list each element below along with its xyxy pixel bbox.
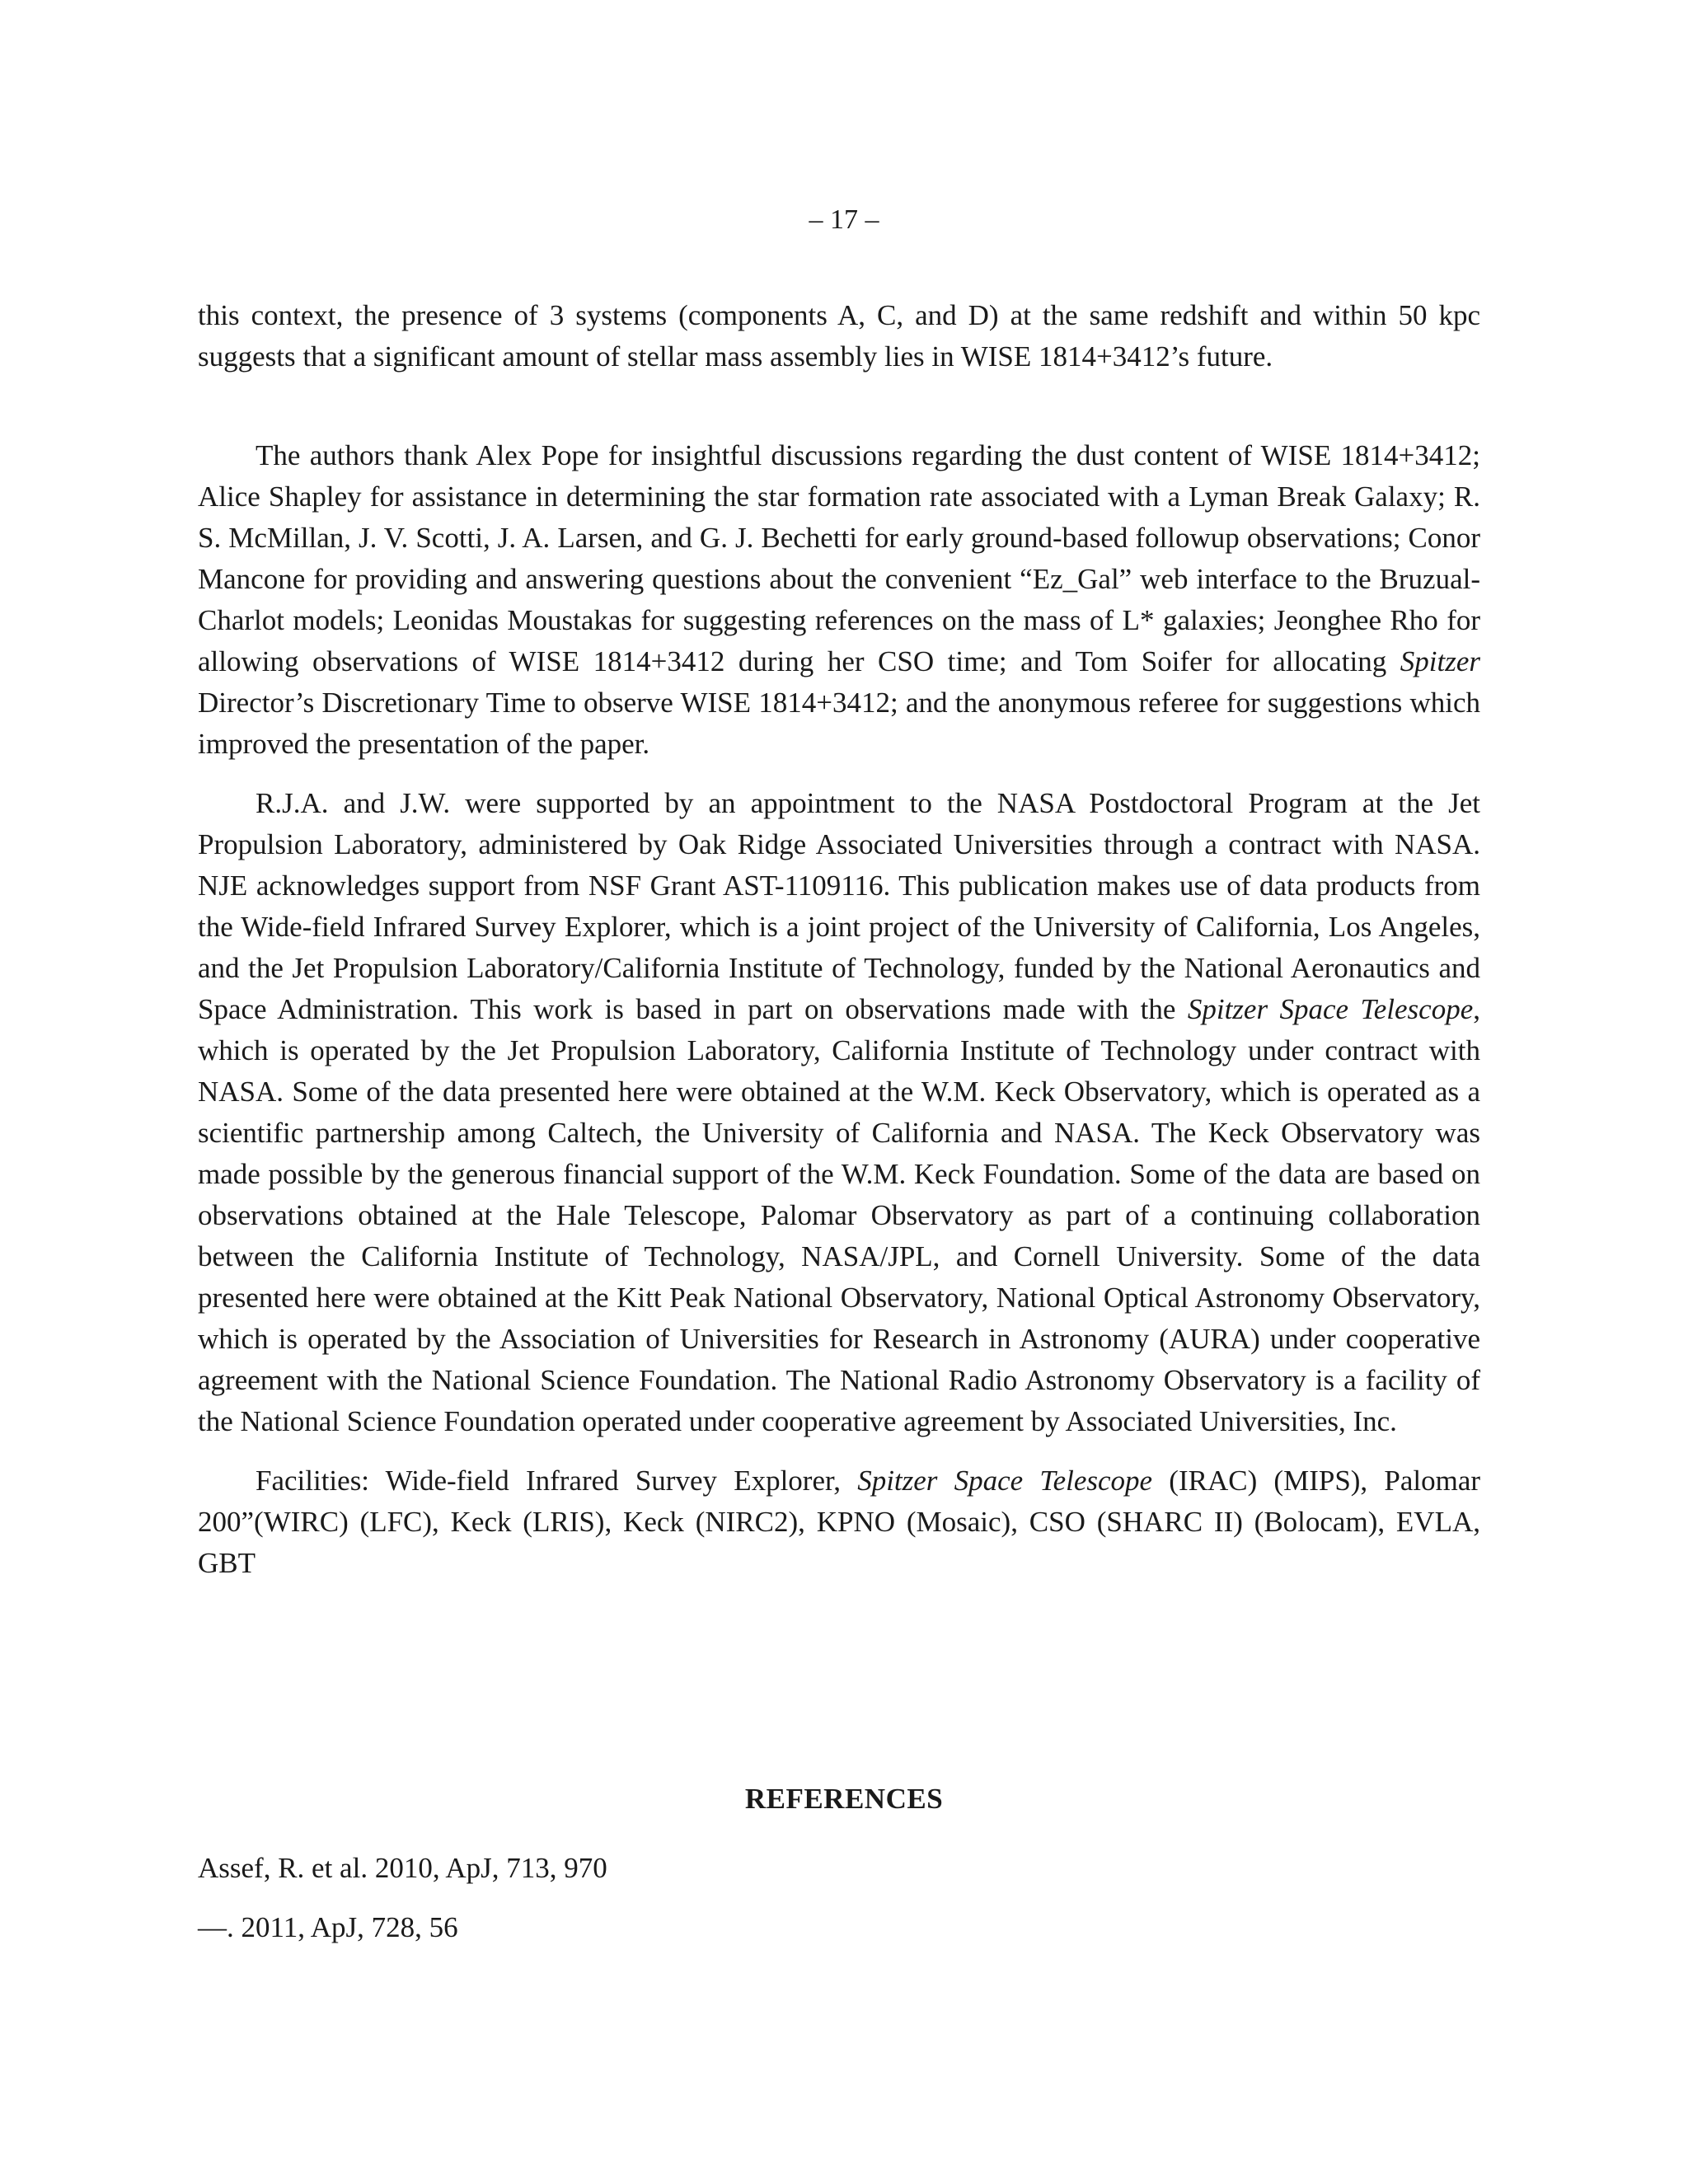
funding-paragraph xyxy=(198,783,1480,1442)
ack-text-end: Director’s Discretionary Time to observe WISE 1814+3412; and the anonymous referee for suggestions which improved the presentation of the paper. xyxy=(198,687,1480,760)
paragraph-continuation: this context, the presence of 3 systems (components A, C, and D) at the same redshift and within 50 kpc suggests that a significant amount of stellar mass assembly lies in WISE 1814+3412’s future. xyxy=(198,299,1480,373)
funding-italic-spitzer: Spitzer Space Telescope xyxy=(1187,993,1474,1025)
references-heading: REFERENCES xyxy=(744,1783,944,1815)
facilities-paragraph xyxy=(198,1460,1480,1584)
reference-list xyxy=(198,1848,1480,1966)
reference-item: —. 2011, ApJ, 728, 56 xyxy=(198,1911,458,1943)
reference-item: Assef, R. et al. 2010, ApJ, 713, 970 xyxy=(198,1852,607,1884)
facilities-text-end: (IRAC) (MIPS), Palomar 200”(WIRC) (LFC), Keck (LRIS), Keck (NIRC2), KPNO (Mosaic), CSO (SHARC II) (Bolocam), EVLA, GBT xyxy=(198,1465,1481,1579)
ack-italic-spitzer: Spitzer xyxy=(1400,645,1480,677)
page-number: – 17 – xyxy=(809,204,879,235)
acknowledgements-paragraph xyxy=(198,435,1480,765)
ack-text-start: The authors thank Alex Pope for insightful discussions regarding the dust content of WISE 1814+3412; Alice Shapley for assistance in determining the star formation rate associated with a Lyman Break Galaxy; R. S. McMillan, J. V. Scotti, J. A. Larsen, and G. J. Bechetti for early ground-based followup observations; Conor Mancone for providing and answering questions about the convenient “Ez_Gal” web interface to the Bruzual-Charlot models; Leonidas Moustakas for suggesting references on the mass of L* galaxies; Jeonghee Rho for allowing observations of WISE 1814+3412 during her CSO time; and Tom Soifer for allocating xyxy=(198,439,1480,677)
funding-text-end: , which is operated by the Jet Propulsion Laboratory, California Institute of Technology under contract with NASA. Some of the data presented here were obtained at the W.M. Keck Observatory, which is operated as a scientific partnership among Caltech, the University of California and NASA. The Keck Observatory was made possible by the generous financial support of the W.M. Keck Foundation. Some of the data are based on observations obtained at the Hale Telescope, Palomar Observatory as part of a continuing collaboration between the California Institute of Technology, NASA/JPL, and Cornell University. Some of the data presented here were obtained at the Kitt Peak National Observatory, National Optical Astronomy Observatory, which is operated by the Association of Universities for Research in Astronomy (AURA) under cooperative agreement with the National Science Foundation. The National Radio Astronomy Observatory is a facility of the National Science Foundation operated under cooperative agreement by Associated Universities, Inc. xyxy=(198,993,1480,1437)
main-text xyxy=(198,295,1480,1584)
facilities-text-start: Facilities: Wide-field Infrared Survey Explorer, xyxy=(256,1465,858,1497)
funding-text-start: R.J.A. and J.W. were supported by an appointment to the NASA Postdoctoral Program at the Jet Propulsion Laboratory, administered by Oak Ridge Associated Universities through a contract with NASA. NJE acknowledges support from NSF Grant AST-1109116. This publication makes use of data products from the Wide-field Infrared Survey Explorer, which is a joint project of the University of California, Los Angeles, and the Jet Propulsion Laboratory/California Institute of Technology, funded by the National Aeronautics and Space Administration. This work is based in part on observations made with the xyxy=(198,787,1480,1025)
facilities-italic-spitzer: Spitzer Space Telescope xyxy=(857,1465,1153,1497)
